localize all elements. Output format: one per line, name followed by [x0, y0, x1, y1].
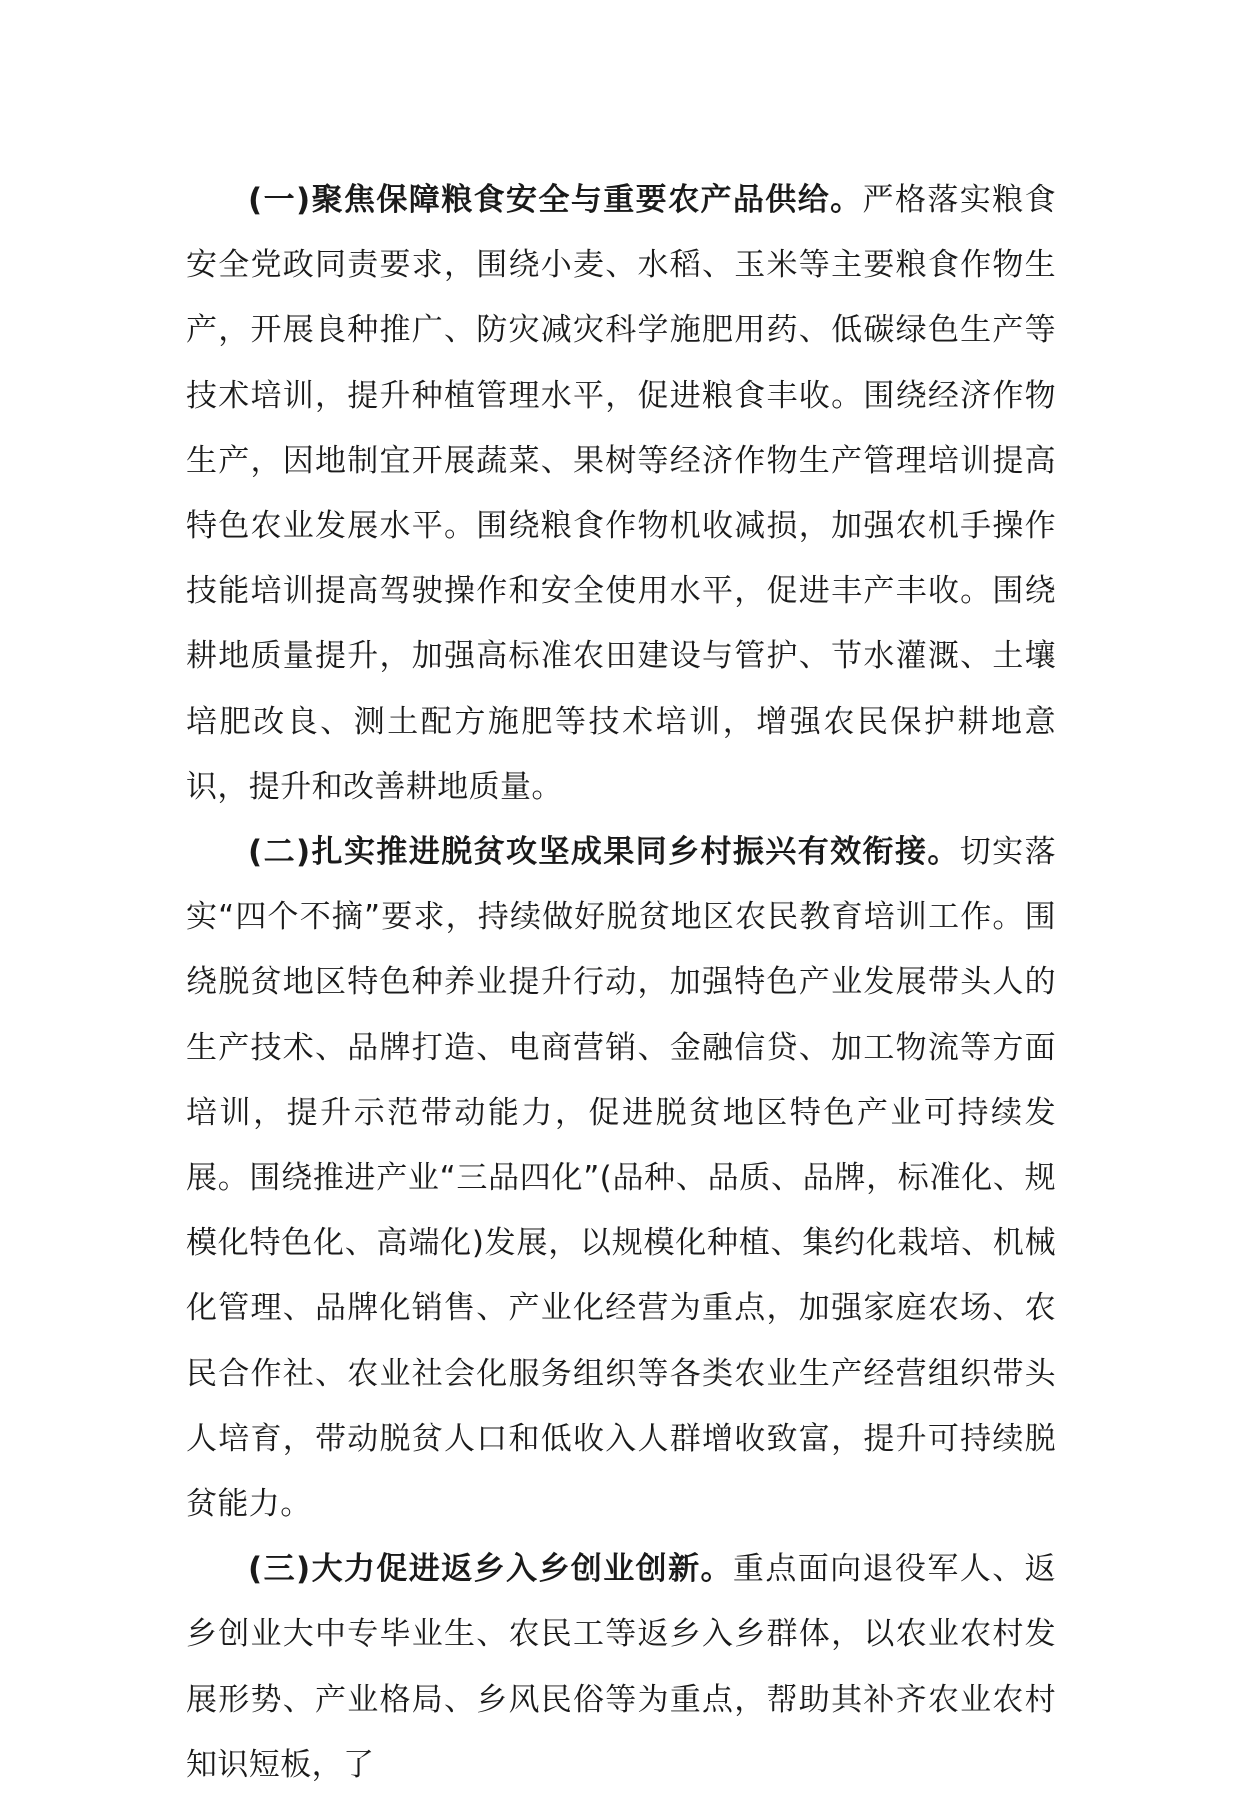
paragraph-body: 重点面向退役军人、返乡创业大中专毕业生、农民工等返乡入乡群体，以农业农村发展形势、产业格局、乡风民俗等为重点，帮助其补齐农业农村知识短板，了 [186, 1551, 1057, 1783]
paragraph-entrepreneurship [186, 1537, 1056, 1798]
paragraph-poverty-alleviation [186, 820, 1056, 1537]
document-page [186, 168, 1056, 1798]
paragraph-body: 切实落实“四个不摘”要求，持续做好脱贫地区农民教育培训工作。围绕脱贫地区特色种养业提升行动，加强特色产业发展带头人的生产技术、品牌打造、电商营销、金融信贷、加工物流等方面培训，提升示范带动能力，促进脱贫地区特色产业可持续发展。围绕推进产业“三品四化”(品种、品质、品牌，标准化、规模化特色化、高端化)发展，以规模化种植、集约化栽培、机械化管理、品牌化销售、产业化经营为重点，加强家庭农场、农民合作社、农业社会化服务组织等各类农业生产经营组织带头人培育，带动脱贫人口和低收入人群增收致富，提升可持续脱贫能力。 [186, 834, 1056, 1523]
paragraph-body: 严格落实粮食安全党政同责要求，围绕小麦、水稻、玉米等主要粮食作物生产，开展良种推广、防灾减灾科学施肥用药、低碳绿色生产等技术培训，提升种植管理水平，促进粮食丰收。围绕经济作物生产，因地制宜开展蔬菜、果树等经济作物生产管理培训提高特色农业发展水平。围绕粮食作物机收减损，加强农机手操作技能培训提高驾驶操作和安全使用水平，促进丰产丰收。围绕耕地质量提升，加强高标准农田建设与管护、节水灌溉、土壤培肥改良、测土配方施肥等技术培训，增强农民保护耕地意识，提升和改善耕地质量。 [186, 182, 1056, 805]
paragraph-food-security [186, 168, 1056, 820]
paragraph-heading: (二)扎实推进脱贫攻坚成果同乡村振兴有效衔接。 [248, 834, 960, 871]
paragraph-heading: (一)聚焦保障粮食安全与重要农产品供给。 [248, 182, 863, 218]
paragraph-heading: (三)大力促进返乡入乡创业创新。 [248, 1551, 733, 1588]
